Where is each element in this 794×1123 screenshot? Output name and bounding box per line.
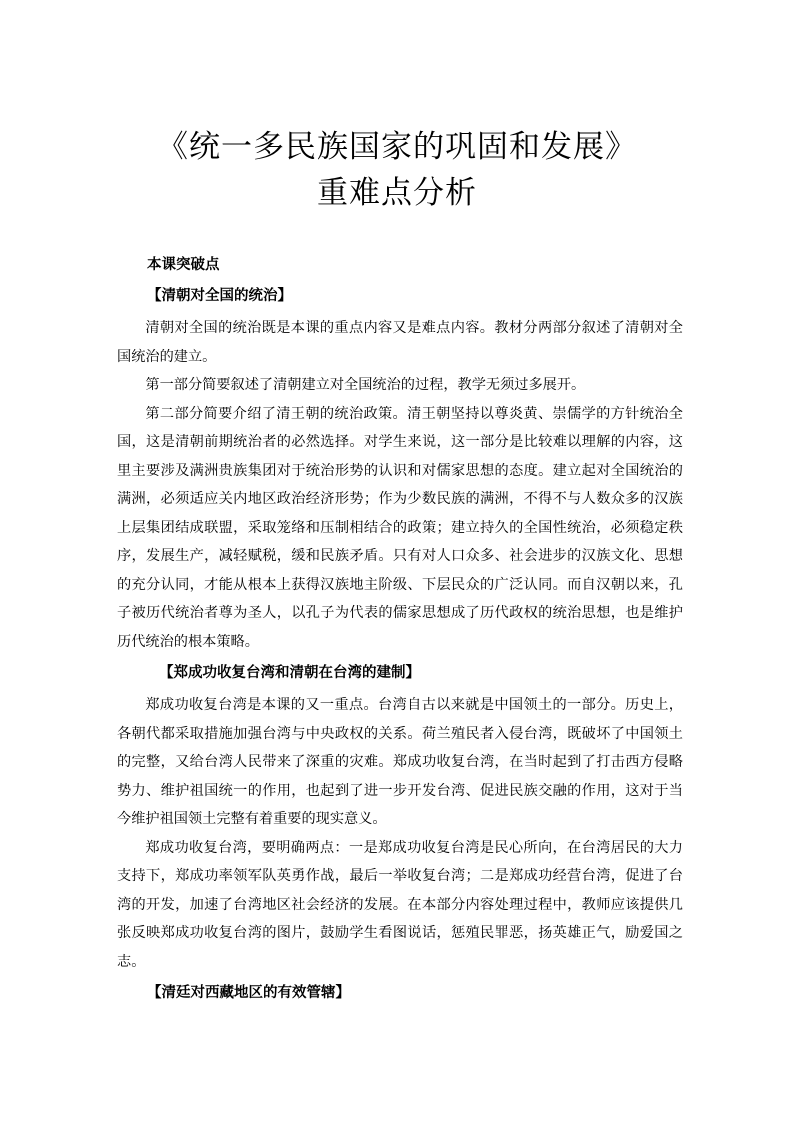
section-3-heading: 【清廷对西藏地区的有效管辖】 (147, 985, 350, 1001)
section-2-heading: 【郑成功收复台湾和清朝在台湾的建制】 (159, 665, 420, 681)
paragraph: 郑成功收复台湾是本课的又一重点。台湾自古以来就是中国领土的一部分。历史上，各朝代都采取措施加强台湾与中央政权的关系。荷兰殖民者入侵台湾，既破坏了中国领土的完整，又给台湾人民带来了深重的灾难。郑成功收复台湾，在当时起到了打击西方侵略势力、维护祖国统一的作用，也起到了进一步开发台湾、促进民族交融的作用，这对于当今维护祖国领土完整有着重要的现实意义。 (117, 697, 683, 827)
page-subtitle: 重难点分析 (317, 175, 477, 211)
paragraph: 清朝对全国的统治既是本课的重点内容又是难点内容。教材分两部分叙述了清朝对全国统治的建立。 (117, 320, 683, 365)
section-1-heading: 【清朝对全国的统治】 (147, 288, 292, 304)
paragraph: 第二部分简要介绍了清王朝的统治政策。清王朝坚持以尊炎黄、崇儒学的方针统治全国，这是清朝前期统治者的必然选择。对学生来说，这一部分是比较难以理解的内容，这里主要涉及满洲贵族集团对于统治形势的认识和对儒家思想的态度。建立起对全国统治的满洲，必须适应关内地区政治经济形势；作为少数民族的满洲，不得不与人数众多的汉族上层集团结成联盟，采取笼络和压制相结合的政策；建立持久的全国性统治，必须稳定秩序，发展生产，减轻赋税，缓和民族矛盾。只有对人口众多、社会进步的汉族文化、思想的充分认同，才能从根本上获得汉族地主阶级、下层民众的广泛认同。而自汉朝以来，孔子被历代统治者尊为圣人，以孔子为代表的儒家思想成了历代政权的统治思想，也是维护历代统治的根本策略。 (117, 405, 683, 650)
paragraph: 郑成功收复台湾，要明确两点：一是郑成功收复台湾是民心所向，在台湾居民的大力支持下，郑成功率领军队英勇作战，最后一举收复台湾；二是郑成功经营台湾，促进了台湾的开发，加速了台湾地区社会经济的发展。在本部分内容处理过程中，教师应该提供几张反映郑成功收复台湾的图片，鼓励学生看图说话，惩殖民罪恶，扬英雄正气，励爱国之志。 (117, 839, 683, 970)
paragraph: 第一部分简要叙述了清朝建立对全国统治的过程，教学无须过多展开。 (145, 377, 586, 393)
document-body (117, 252, 683, 1011)
title-block (0, 124, 794, 216)
page-title: 《统一多民族国家的巩固和发展》 (157, 129, 637, 165)
section-heading: 本课突破点 (147, 257, 220, 273)
